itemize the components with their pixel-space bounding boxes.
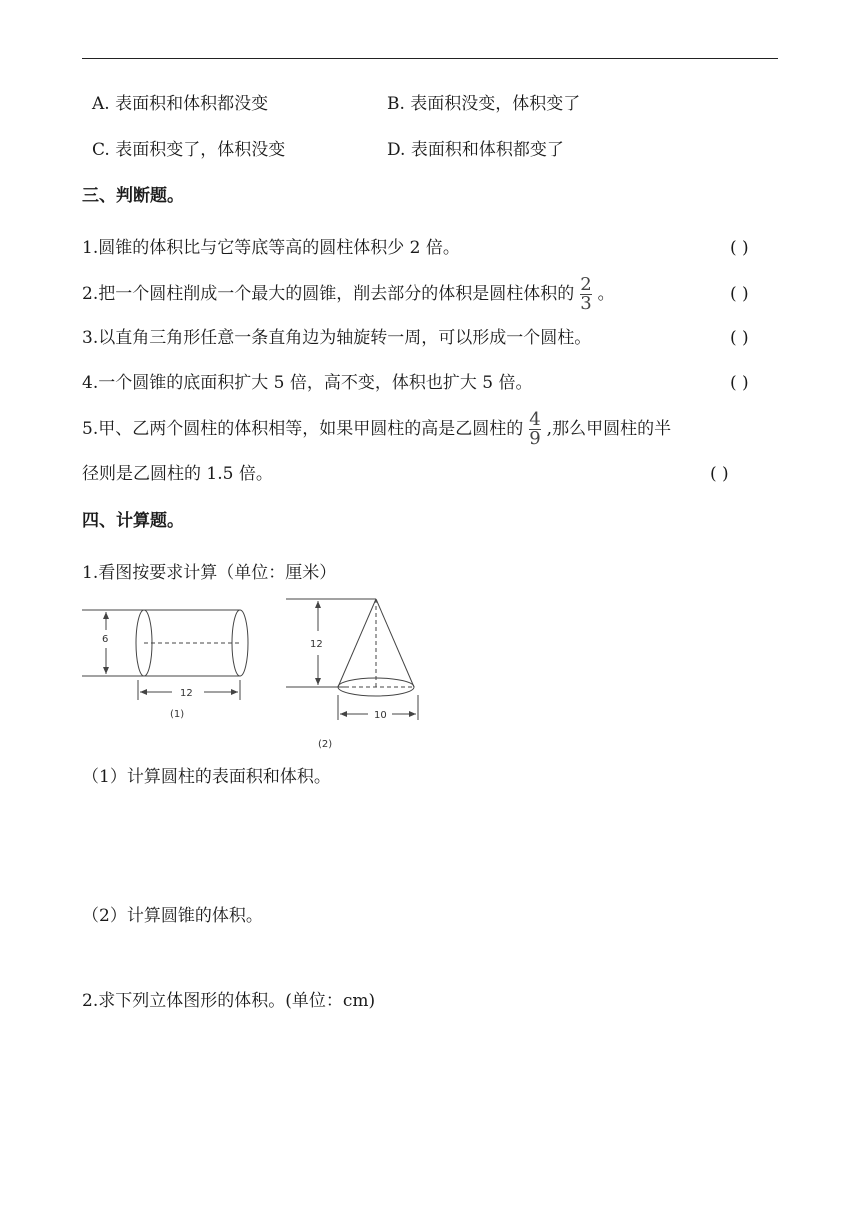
cylinder-figure bbox=[82, 600, 262, 725]
judge-question-1: 1.圆锥的体积比与它等底等高的圆柱体积少 2 倍。 bbox=[82, 238, 460, 258]
answer-paren-2[interactable]: ( ) bbox=[730, 284, 749, 304]
calc-question-2: 2.求下列立体图形的体积。(单位：cm) bbox=[82, 991, 376, 1011]
answer-paren-5[interactable]: ( ) bbox=[710, 464, 729, 484]
option-d: D. 表面积和体积都变了 bbox=[387, 140, 564, 160]
fraction-denominator: 3 bbox=[580, 293, 592, 314]
calc-subquestion-1: （1）计算圆柱的表面积和体积。 bbox=[82, 767, 331, 787]
cylinder-height-label: 6 bbox=[102, 634, 109, 645]
fraction-numerator: 2 bbox=[580, 274, 592, 295]
option-b: B. 表面积没变，体积变了 bbox=[387, 94, 581, 114]
judge-question-5 bbox=[82, 410, 671, 448]
cylinder-caption: (1) bbox=[170, 709, 185, 720]
judge-question-2-text: 2.把一个圆柱削成一个最大的圆锥，削去部分的体积是圆柱体积的 bbox=[82, 284, 575, 304]
option-c: C. 表面积变了，体积没变 bbox=[92, 140, 286, 160]
answer-paren-1[interactable]: ( ) bbox=[730, 238, 749, 258]
cone-diameter-label: 10 bbox=[374, 710, 387, 721]
judge-question-3: 3.以直角三角形任意一条直角边为轴旋转一周，可以形成一个圆柱。 bbox=[82, 328, 592, 348]
judge-question-5-line2: 径则是乙圆柱的 1.5 倍。 bbox=[82, 464, 273, 484]
header-rule bbox=[82, 58, 778, 59]
fraction-two-thirds bbox=[580, 274, 592, 314]
fraction-four-ninths bbox=[529, 409, 541, 449]
fraction-numerator: 4 bbox=[529, 409, 541, 430]
section4-title: 四、计算题。 bbox=[82, 511, 184, 531]
section3-title: 三、判断题。 bbox=[82, 186, 184, 206]
answer-paren-3[interactable]: ( ) bbox=[730, 328, 749, 348]
cone-caption: (2) bbox=[318, 739, 333, 750]
judge-question-4: 4.一个圆锥的底面积扩大 5 倍，高不变，体积也扩大 5 倍。 bbox=[82, 373, 533, 393]
calc-subquestion-2: （2）计算圆锥的体积。 bbox=[82, 906, 263, 926]
cylinder-length-label: 12 bbox=[180, 688, 193, 699]
cone-figure bbox=[286, 595, 436, 755]
answer-paren-4[interactable]: ( ) bbox=[730, 373, 749, 393]
cone-height-label: 12 bbox=[310, 639, 323, 650]
judge-question-2-end: 。 bbox=[597, 284, 615, 304]
judge-question-5-text: 5.甲、乙两个圆柱的体积相等，如果甲圆柱的高是乙圆柱的 bbox=[82, 419, 524, 439]
calc-question-1: 1.看图按要求计算（单位：厘米） bbox=[82, 563, 337, 583]
option-a: A. 表面积和体积都没变 bbox=[92, 94, 269, 114]
fraction-denominator: 9 bbox=[529, 428, 541, 449]
judge-question-5-end: ,那么甲圆柱的半 bbox=[546, 419, 672, 439]
judge-question-2 bbox=[82, 275, 615, 313]
